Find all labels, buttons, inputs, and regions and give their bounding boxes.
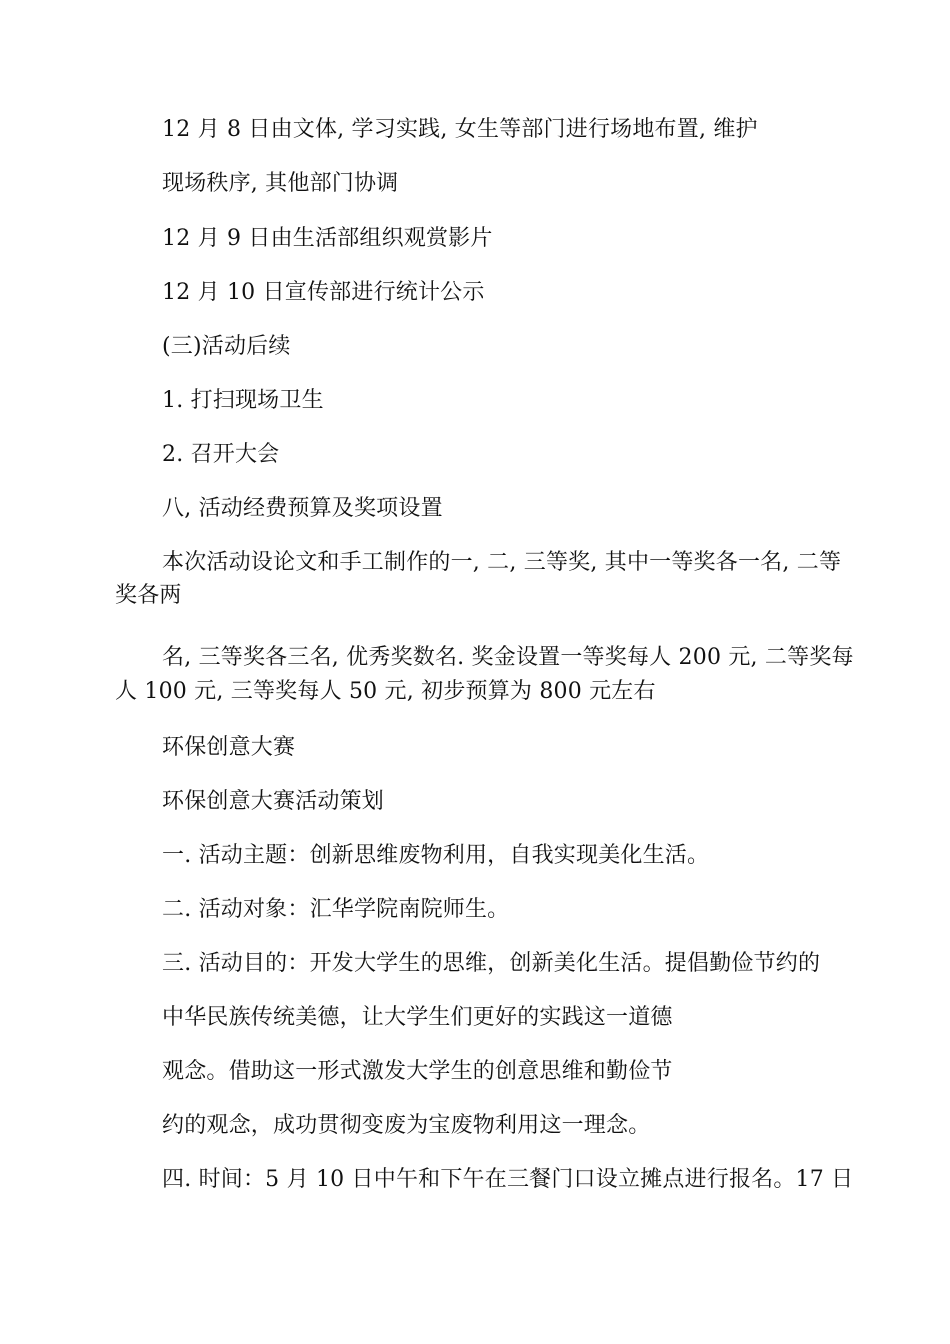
- paragraph-line: 三. 活动目的：开发大学生的思维，创新美化生活。提倡勤俭节约的: [162, 951, 821, 976]
- paragraph-line: 约的观念，成功贯彻变废为宝废物利用这一理念。: [162, 1113, 651, 1138]
- paragraph-line: 名, 三等奖各三名, 优秀奖数名. 奖金设置一等奖每人 200 元, 二等奖每: [162, 645, 854, 670]
- paragraph-line: 一. 活动主题：创新思维废物利用，自我实现美化生活。: [162, 843, 710, 868]
- paragraph-line: 二. 活动对象：汇华学院南院师生。: [162, 897, 510, 922]
- paragraph-line: 四. 时间：5 月 10 日中午和下午在三餐门口设立摊点进行报名。17 日: [162, 1167, 854, 1192]
- section-title: 环保创意大赛: [162, 735, 296, 760]
- text-line: 12 月 9 日由生活部组织观赏影片: [162, 226, 493, 251]
- paragraph-line: 人 100 元, 三等奖每人 50 元, 初步预算为 800 元左右: [115, 679, 656, 704]
- text-line: 12 月 10 日宣传部进行统计公示: [162, 280, 485, 305]
- section-heading: (三)活动后续: [162, 334, 291, 359]
- section-heading: 八, 活动经费预算及奖项设置: [162, 496, 443, 521]
- list-item: 2. 召开大会: [162, 442, 280, 467]
- text-line: 12 月 8 日由文体, 学习实践, 女生等部门进行场地布置, 维护: [162, 117, 758, 142]
- text-line: 现场秩序, 其他部门协调: [162, 171, 399, 196]
- paragraph-line: 本次活动设论文和手工制作的一, 二, 三等奖, 其中一等奖各一名, 二等: [162, 550, 842, 575]
- paragraph-line: 中华民族传统美德，让大学生们更好的实践这一道德: [162, 1005, 673, 1030]
- paragraph-line: 奖各两: [115, 583, 182, 608]
- paragraph-line: 观念。借助这一形式激发大学生的创意思维和勤俭节: [162, 1059, 673, 1084]
- list-item: 1. 打扫现场卫生: [162, 388, 324, 413]
- section-title: 环保创意大赛活动策划: [162, 789, 385, 814]
